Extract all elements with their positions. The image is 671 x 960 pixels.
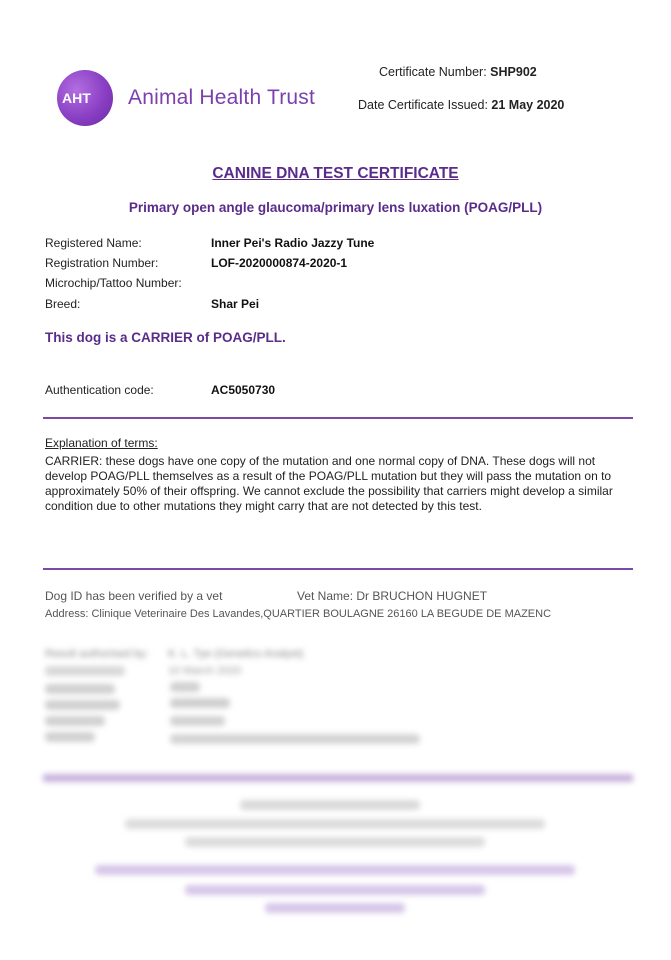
- divider: [43, 417, 633, 419]
- auth-code-label: Authentication code:: [45, 383, 154, 397]
- authorised-date: 10 March 2020: [168, 665, 242, 677]
- divider: [43, 568, 633, 570]
- certificate-subtitle: Primary open angle glaucoma/primary lens luxation (POAG/PLL): [128, 200, 543, 215]
- certificate-number: Certificate Number: SHP902: [379, 65, 537, 79]
- explanation-text: CARRIER: these dogs have one copy of the mutation and one normal copy of DNA. These dogs will not develop POAG/PLL themselves as a result of the POAG/PLL mutation but they will pass the mutation on to approximately 50% of their offspring. We cannot exclude the possibility that carriers might develop a similar condition due to other mutations they might carry that are not detected by this test.: [45, 454, 613, 513]
- authorised-by-value: K. L. Tye (Genetics Analyst): [168, 648, 304, 660]
- breed-label: Breed:: [45, 297, 81, 311]
- registered-name-label: Registered Name:: [45, 236, 142, 250]
- microchip-label: Microchip/Tattoo Number:: [45, 276, 182, 290]
- registration-number-label: Registration Number:: [45, 256, 159, 270]
- breed-value: Shar Pei: [211, 297, 260, 311]
- test-result: This dog is a CARRIER of POAG/PLL.: [45, 330, 286, 345]
- vet-name: Vet Name: Dr BRUCHON HUGNET: [297, 589, 488, 603]
- authorised-by-label: Result authorised by:: [45, 648, 149, 660]
- logo-text: AHT: [62, 90, 91, 106]
- explanation-heading: Explanation of terms:: [45, 436, 158, 450]
- issue-date: Date Certificate Issued: 21 May 2020: [358, 98, 565, 112]
- registration-number-value: LOF-2020000874-2020-1: [211, 256, 348, 270]
- aht-logo: [57, 70, 113, 126]
- redacted-block: [45, 660, 605, 760]
- redacted-footer: [95, 795, 575, 915]
- auth-code-value: AC5050730: [211, 383, 276, 397]
- certificate-title: CANINE DNA TEST CERTIFICATE: [212, 165, 459, 182]
- brand-name: Animal Health Trust: [128, 86, 316, 109]
- redacted-rule: [43, 774, 633, 782]
- registered-name-value: Inner Pei's Radio Jazzy Tune: [211, 236, 375, 250]
- vet-verified-text: Dog ID has been verified by a vet: [45, 589, 223, 603]
- vet-address: Address: Clinique Veterinaire Des Lavandes,QUARTIER BOULAGNE 26160 LA BEGUDE DE MAZENC: [45, 608, 552, 620]
